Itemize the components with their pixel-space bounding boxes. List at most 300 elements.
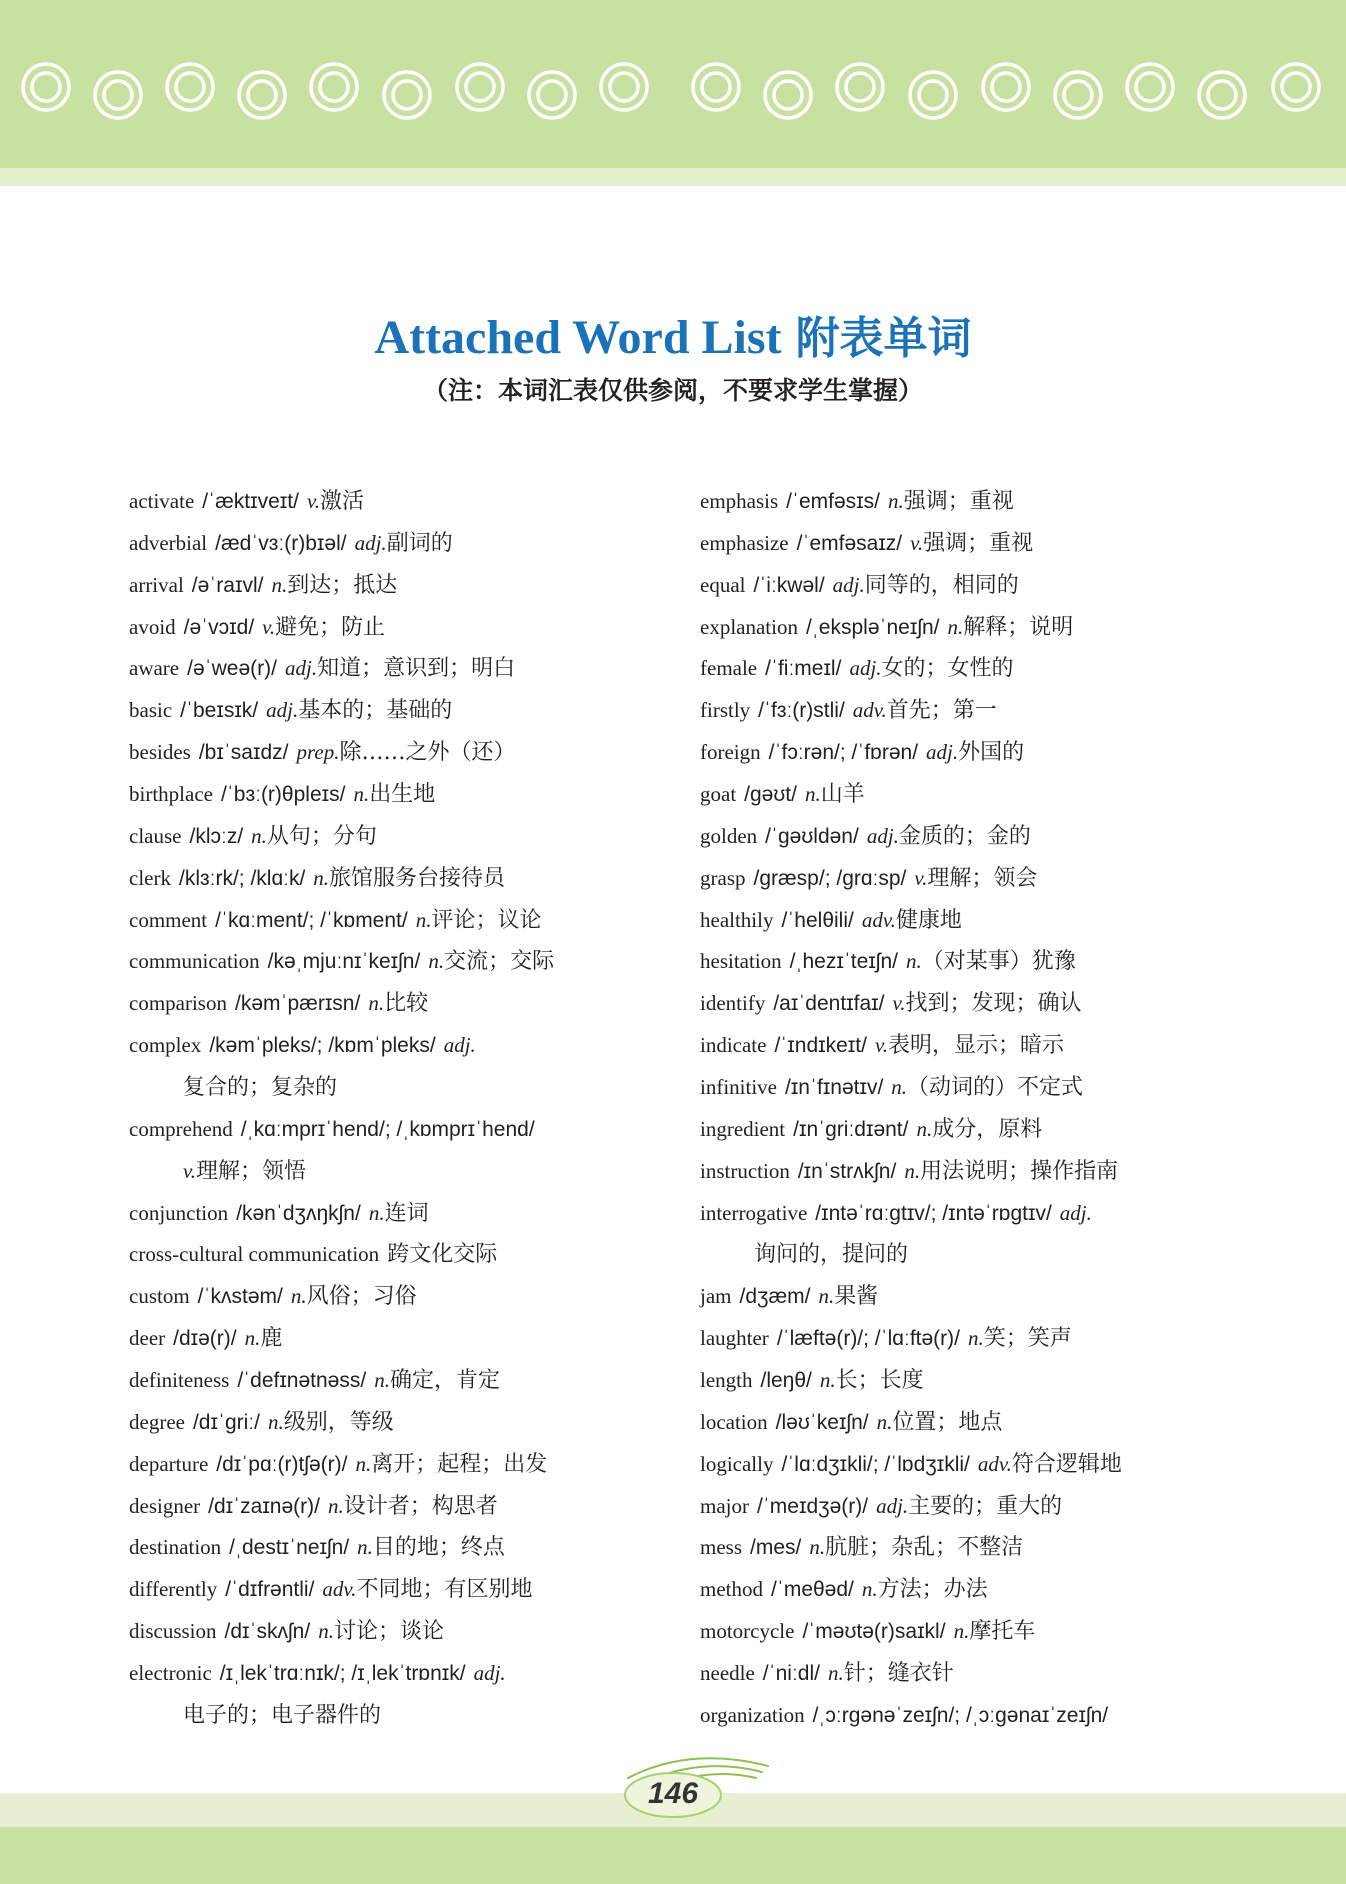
entry-meaning: 知道；意识到；明白 — [317, 656, 516, 682]
entry-meaning: 符合逻辑地 — [1011, 1451, 1122, 1477]
entry-phonetic: /ɪˌlekˈtrɑːnɪk/; /ɪˌlekˈtrɒnɪk/ — [219, 1662, 466, 1686]
entry-word: ingredient — [700, 1116, 786, 1141]
entry-phonetic: /kənˈdʒʌŋkʃn/ — [236, 1201, 361, 1225]
entry-word: complex — [129, 1033, 202, 1058]
entry-part-of-speech: adj. — [473, 1661, 506, 1686]
ring-ornament — [983, 64, 1029, 110]
entry-part-of-speech: v. — [914, 865, 928, 890]
word-entry — [129, 858, 694, 900]
word-entry — [129, 1193, 694, 1235]
entry-word: deer — [129, 1326, 166, 1351]
entry-meaning: 强调；重视 — [903, 489, 1014, 514]
entry-meaning: 强调；重视 — [923, 530, 1034, 556]
entry-meaning: 激活 — [319, 489, 364, 514]
entry-meaning: 级别，等级 — [283, 1409, 394, 1435]
entry-meaning: 健康地 — [895, 907, 962, 933]
word-entry — [129, 523, 694, 565]
page-subtitle-note: （注：本词汇表仅供参阅，不要求学生掌握） — [422, 376, 923, 405]
word-entry — [700, 1527, 1320, 1569]
ring-ornament — [311, 64, 357, 110]
page-title-chinese: 附表单词 — [795, 313, 972, 364]
entry-word: emphasize — [700, 530, 789, 555]
entry-phonetic: /ɪnˈstrʌkʃn/ — [797, 1159, 897, 1183]
entry-phonetic: /ˈbeɪsɪk/ — [180, 699, 259, 723]
entry-part-of-speech: n. — [876, 1409, 893, 1434]
entry-part-of-speech: n. — [267, 1409, 284, 1434]
entry-part-of-speech: v. — [892, 991, 906, 1016]
entry-part-of-speech: n. — [905, 949, 922, 974]
entry-part-of-speech: adj. — [443, 1033, 476, 1058]
entry-part-of-speech: adj. — [1059, 1200, 1092, 1225]
entry-meaning: 同等的，相同的 — [864, 572, 1019, 598]
entry-part-of-speech: v. — [262, 614, 276, 639]
entry-phonetic: /kəˌmjuːnɪˈkeɪʃn/ — [267, 950, 421, 974]
entry-word: indicate — [700, 1033, 767, 1058]
entry-word: organization — [700, 1702, 805, 1727]
word-entry — [700, 1360, 1320, 1402]
word-entry — [129, 648, 694, 690]
entry-part-of-speech: v. — [874, 1033, 888, 1058]
entry-word: laughter — [700, 1326, 769, 1351]
entry-meaning: 位置；地点 — [892, 1409, 1003, 1435]
entry-meaning: 电子的；电子器件的 — [183, 1702, 382, 1728]
entry-phonetic: /ædˈvɜː(r)bɪəl/ — [215, 531, 347, 555]
word-entry — [129, 607, 694, 649]
entry-meaning: 到达；抵达 — [287, 572, 398, 598]
entry-meaning: 询问的，提问的 — [754, 1242, 909, 1268]
word-entry-continuation — [129, 1695, 694, 1737]
entry-phonetic: /leŋθ/ — [760, 1369, 812, 1393]
entry-part-of-speech: n. — [904, 1158, 921, 1183]
entry-word: female — [700, 656, 758, 681]
word-entry — [700, 1318, 1320, 1360]
word-entry — [700, 648, 1320, 690]
entry-phonetic: /ˈkʌstəm/ — [197, 1285, 283, 1309]
entry-word: communication — [129, 949, 260, 974]
entry-part-of-speech: n. — [353, 782, 370, 807]
entry-meaning: 基本的；基础的 — [298, 698, 453, 724]
ring-ornament — [910, 72, 956, 118]
entry-phonetic: /ˈfɜː(r)stli/ — [758, 699, 845, 723]
word-entry-continuation — [129, 1151, 694, 1193]
entry-meaning: 首先；第一 — [886, 698, 997, 724]
word-entry — [129, 1486, 694, 1528]
entry-phonetic: /dɪˈpɑː(r)tʃə(r)/ — [216, 1452, 348, 1476]
word-entry — [700, 732, 1320, 774]
entry-part-of-speech: n. — [861, 1577, 878, 1602]
entry-part-of-speech: n. — [428, 949, 445, 974]
entry-part-of-speech: n. — [368, 1200, 385, 1225]
ring-ornament — [23, 64, 69, 110]
entry-phonetic: /ˈmeθəd/ — [771, 1578, 854, 1602]
entry-word: definiteness — [129, 1368, 230, 1393]
entry-word: differently — [129, 1577, 218, 1602]
ring-ornament — [384, 72, 430, 118]
entry-part-of-speech: adj. — [876, 1493, 909, 1518]
entry-phonetic: /əˈweə(r)/ — [187, 657, 277, 681]
entry-meaning: 讨论；谈论 — [333, 1619, 444, 1645]
entry-meaning: （动词的）不定式 — [907, 1075, 1084, 1101]
entry-word: explanation — [700, 614, 798, 639]
word-entry — [129, 1025, 694, 1067]
entry-part-of-speech: n. — [953, 1619, 970, 1644]
entry-meaning: 表明，显示；暗示 — [887, 1033, 1064, 1059]
entry-meaning: 连词 — [384, 1200, 429, 1226]
entry-meaning: 理解；领悟 — [196, 1158, 307, 1184]
word-entry — [700, 690, 1320, 732]
entry-phonetic: /klɜːrk/; /klɑːk/ — [178, 866, 306, 890]
entry-word: needle — [700, 1661, 755, 1686]
entry-word: motorcycle — [700, 1619, 795, 1644]
word-entry — [700, 1402, 1320, 1444]
entry-word: comprehend — [129, 1116, 233, 1141]
footer-band — [0, 1827, 1346, 1884]
entry-meaning: 女的；女性的 — [881, 656, 1014, 682]
entry-meaning: 离开；起程；出发 — [371, 1451, 548, 1477]
entry-word: major — [700, 1493, 749, 1518]
entry-phonetic: /ˈniːdl/ — [762, 1662, 820, 1686]
word-entry — [129, 1109, 694, 1151]
word-entry — [700, 1109, 1320, 1151]
entry-part-of-speech: v. — [910, 530, 924, 555]
entry-phonetic: /ˌekspləˈneɪʃn/ — [805, 615, 940, 639]
entry-part-of-speech: n. — [809, 1535, 826, 1560]
ring-ornament — [529, 72, 575, 118]
entry-word: comment — [129, 907, 208, 932]
word-entry — [700, 1444, 1320, 1486]
entry-meaning: 不同地；有区别地 — [356, 1577, 533, 1603]
word-entry — [700, 523, 1320, 565]
word-entry — [700, 1486, 1320, 1528]
entry-meaning: 风俗；习俗 — [306, 1284, 417, 1310]
entry-part-of-speech: n. — [355, 1451, 372, 1476]
entry-part-of-speech: n. — [271, 572, 288, 597]
entry-meaning: 成分，原料 — [932, 1116, 1043, 1142]
word-entry — [700, 1151, 1320, 1193]
entry-word: golden — [700, 823, 758, 848]
entry-phonetic: /ɡræsp/; /ɡrɑːsp/ — [753, 866, 907, 890]
word-entry — [700, 1193, 1320, 1235]
word-entry — [129, 690, 694, 732]
entry-word: firstly — [700, 698, 751, 723]
entry-meaning: 主要的；重大的 — [908, 1493, 1063, 1519]
entry-phonetic: /ləʊˈkeɪʃn/ — [775, 1410, 869, 1434]
word-entry — [700, 565, 1320, 607]
entry-word: goat — [700, 782, 737, 807]
entry-word: cross-cultural communication — [129, 1242, 380, 1267]
entry-phonetic: /ɪnˈfɪnətɪv/ — [785, 1076, 884, 1100]
word-entry — [129, 1234, 694, 1276]
ring-ornament — [1273, 64, 1319, 110]
word-entry — [129, 1569, 694, 1611]
entry-phonetic: /ˈɡəʊldən/ — [765, 824, 859, 848]
entry-meaning: 鹿 — [260, 1326, 283, 1352]
entry-word: logically — [700, 1451, 774, 1476]
ring-ornament — [765, 72, 811, 118]
entry-phonetic: /ˌhezɪˈteɪʃn/ — [789, 950, 898, 974]
entry-meaning: 外国的 — [958, 740, 1025, 766]
entry-word: instruction — [700, 1158, 790, 1183]
word-entry — [700, 774, 1320, 816]
entry-part-of-speech: adj. — [926, 740, 959, 765]
word-entry — [129, 941, 694, 983]
ring-ornament-row — [0, 0, 1346, 186]
entry-phonetic: /ˈlæftə(r)/; /ˈlɑːftə(r)/ — [776, 1327, 960, 1351]
entry-word: healthily — [700, 907, 774, 932]
entry-part-of-speech: v. — [306, 489, 320, 513]
entry-part-of-speech: n. — [887, 489, 904, 513]
entry-part-of-speech: n. — [327, 1493, 344, 1518]
word-entry — [129, 1527, 694, 1569]
entry-meaning: 理解；领会 — [927, 865, 1038, 891]
entry-phonetic: /ˈæktɪveɪt/ — [202, 490, 299, 513]
entry-phonetic: /ˈkɑːment/; /ˈkɒment/ — [215, 908, 408, 932]
entry-word: method — [700, 1577, 763, 1602]
word-entry — [129, 1360, 694, 1402]
entry-part-of-speech: n. — [827, 1661, 844, 1686]
word-entry — [700, 607, 1320, 649]
entry-word: avoid — [129, 614, 176, 639]
entry-phonetic: /klɔːz/ — [189, 824, 244, 848]
entry-word: length — [700, 1368, 753, 1393]
word-entry — [700, 1025, 1320, 1067]
entry-meaning: 金质的；金的 — [898, 823, 1031, 849]
word-entry — [129, 816, 694, 858]
entry-word: identify — [700, 991, 766, 1016]
word-entry — [129, 1611, 694, 1653]
word-entry — [700, 900, 1320, 942]
entry-part-of-speech: n. — [891, 1075, 908, 1100]
word-entry — [700, 858, 1320, 900]
entry-phonetic: /dɪˈzaɪnə(r)/ — [208, 1494, 320, 1518]
word-list-right-column — [700, 481, 1320, 1737]
entry-word: location — [700, 1409, 768, 1434]
word-entry — [129, 1402, 694, 1444]
word-entry — [129, 983, 694, 1025]
ring-ornament — [1127, 64, 1173, 110]
ring-ornament — [457, 64, 503, 110]
entry-phonetic: /kəmˈpærɪsn/ — [234, 992, 361, 1016]
entry-phonetic: /ɡəʊt/ — [744, 783, 797, 807]
word-entry — [700, 941, 1320, 983]
entry-part-of-speech: adj. — [266, 698, 299, 723]
entry-part-of-speech: adj. — [866, 823, 899, 848]
ring-ornament — [837, 64, 883, 110]
word-entry — [129, 1318, 694, 1360]
entry-part-of-speech: n. — [318, 1619, 334, 1644]
entry-phonetic: /kəmˈpleks/; /kɒmˈpleks/ — [209, 1034, 436, 1058]
entry-meaning: 针；缝衣针 — [843, 1661, 954, 1687]
entry-meaning: 旅馆服务台接待员 — [329, 865, 506, 891]
ring-ornament — [601, 64, 647, 110]
entry-meaning: 除……之外（还） — [339, 740, 516, 766]
entry-word: birthplace — [129, 782, 213, 807]
entry-phonetic: /dɪˈskʌʃn/ — [224, 1620, 311, 1644]
word-entry — [700, 1067, 1320, 1109]
entry-phonetic: /ˈiːkwəl/ — [753, 573, 825, 597]
ring-ornament — [167, 64, 213, 110]
entry-word: adverbial — [129, 530, 208, 555]
entry-part-of-speech: adv. — [861, 907, 896, 932]
entry-word: clause — [129, 823, 182, 848]
entry-word: foreign — [700, 740, 761, 765]
entry-meaning: 山羊 — [820, 782, 865, 808]
entry-phonetic: /bɪˈsaɪdz/ — [198, 741, 289, 765]
word-entry — [129, 481, 694, 523]
entry-part-of-speech: adv. — [852, 698, 887, 723]
entry-phonetic: /dɪˈɡriː/ — [192, 1410, 260, 1434]
entry-meaning: 比较 — [384, 991, 429, 1017]
entry-word: destination — [129, 1535, 222, 1560]
entry-meaning: 长；长度 — [835, 1368, 924, 1394]
entry-phonetic: /ɪnˈɡriːdɪənt/ — [793, 1117, 909, 1141]
entry-part-of-speech: n. — [357, 1535, 373, 1560]
entry-part-of-speech: n. — [415, 907, 432, 932]
word-entry — [700, 816, 1320, 858]
entry-meaning: 方法；办法 — [877, 1577, 988, 1603]
entry-part-of-speech: adj. — [832, 572, 865, 597]
ring-ornament — [1199, 72, 1245, 118]
entry-phonetic: /ˈdefɪnətnəss/ — [237, 1369, 367, 1393]
entry-phonetic: /dɪə(r)/ — [173, 1327, 237, 1351]
page-title-english: Attached Word List — [374, 311, 782, 364]
entry-word: hesitation — [700, 949, 782, 974]
entry-word: activate — [129, 489, 195, 513]
word-entry — [129, 565, 694, 607]
entry-phonetic: /ˌdestɪˈneɪʃn/ — [229, 1536, 350, 1560]
entry-part-of-speech: adj. — [354, 530, 387, 555]
entry-part-of-speech: n. — [244, 1326, 261, 1351]
entry-phonetic: /ˌkɑːmprɪˈhend/; /ˌkɒmprɪˈhend/ — [240, 1117, 535, 1141]
entry-phonetic: /əˈraɪvl/ — [191, 573, 264, 597]
entry-meaning: 避免；防止 — [275, 614, 386, 640]
word-entry — [700, 1695, 1320, 1737]
word-entry — [129, 1653, 694, 1695]
entry-meaning: 笑；笑声 — [983, 1326, 1072, 1352]
entry-meaning: 确定，肯定 — [389, 1368, 500, 1394]
entry-phonetic: /ˈdɪfrəntli/ — [225, 1578, 315, 1602]
word-entry — [700, 481, 1320, 523]
entry-phonetic: /aɪˈdentɪfaɪ/ — [773, 992, 885, 1016]
word-entry — [700, 1276, 1320, 1318]
entry-part-of-speech: n. — [313, 865, 330, 890]
entry-phonetic: /əˈvɔɪd/ — [183, 615, 255, 639]
entry-meaning: 从句；分句 — [266, 823, 377, 849]
word-entry — [129, 732, 694, 774]
entry-part-of-speech: prep. — [296, 740, 340, 765]
entry-meaning: 交流；交际 — [444, 949, 555, 975]
entry-word: grasp — [700, 865, 746, 890]
entry-meaning: 用法说明；操作指南 — [920, 1158, 1119, 1184]
entry-phonetic: /dʒæm/ — [739, 1285, 811, 1309]
entry-part-of-speech: n. — [947, 614, 964, 639]
entry-phonetic: /ˈlɑːdʒɪkli/; /ˈlɒdʒɪkli/ — [781, 1452, 970, 1476]
entry-meaning: 评论；议论 — [431, 907, 542, 933]
word-entry — [129, 774, 694, 816]
entry-part-of-speech: n. — [916, 1116, 933, 1141]
entry-part-of-speech: n. — [290, 1284, 307, 1309]
entry-phonetic: /ˈfiːmeɪl/ — [765, 657, 842, 681]
entry-meaning: （对某事）犹豫 — [921, 949, 1076, 975]
entry-word: clerk — [129, 865, 171, 890]
entry-part-of-speech: adv. — [977, 1451, 1012, 1476]
entry-meaning: 出生地 — [369, 782, 436, 808]
entry-meaning: 摩托车 — [969, 1619, 1036, 1645]
ring-ornament — [1055, 72, 1101, 118]
ring-ornament — [693, 64, 739, 110]
entry-part-of-speech: n. — [374, 1368, 390, 1393]
entry-meaning: 果酱 — [834, 1284, 879, 1310]
entry-part-of-speech: adv. — [322, 1577, 357, 1602]
entry-phonetic: /ˈemfəsaɪz/ — [796, 531, 903, 555]
entry-word: degree — [129, 1409, 185, 1434]
word-entry-continuation — [129, 1067, 694, 1109]
entry-word: emphasis — [700, 489, 779, 513]
entry-meaning: 复合的；复杂的 — [183, 1075, 338, 1101]
entry-phonetic: /mes/ — [750, 1536, 802, 1560]
entry-meaning: 肮脏；杂乱；不整洁 — [825, 1535, 1024, 1561]
entry-part-of-speech: n. — [251, 823, 267, 848]
entry-word: aware — [129, 656, 180, 681]
word-entry — [700, 1653, 1320, 1695]
entry-word: infinitive — [700, 1075, 777, 1100]
entry-part-of-speech: adj. — [284, 656, 318, 681]
entry-word: arrival — [129, 572, 184, 597]
entry-meaning: 设计者；构思者 — [343, 1493, 498, 1519]
word-entry — [700, 983, 1320, 1025]
entry-phonetic: /ˈbɜː(r)θpleɪs/ — [220, 783, 346, 807]
ring-ornament — [239, 72, 285, 118]
entry-meaning: 跨文化交际 — [387, 1242, 498, 1268]
entry-word: interrogative — [700, 1200, 808, 1225]
entry-word: equal — [700, 572, 746, 597]
entry-phonetic: /ˈɪndɪkeɪt/ — [774, 1034, 867, 1058]
word-list-left-column — [129, 481, 694, 1737]
word-entry — [700, 1611, 1320, 1653]
page-title — [0, 306, 1346, 371]
entry-part-of-speech: n. — [368, 991, 385, 1016]
entry-part-of-speech: n. — [819, 1368, 836, 1393]
entry-word: mess — [700, 1535, 742, 1560]
word-entry — [129, 1276, 694, 1318]
entry-meaning: 目的地；终点 — [372, 1535, 505, 1561]
entry-word: comparison — [129, 991, 227, 1016]
entry-word: electronic — [129, 1661, 212, 1686]
word-entry — [700, 1569, 1320, 1611]
entry-word: jam — [700, 1284, 732, 1309]
entry-phonetic: /ˈfɔːrən/; /ˈfɒrən/ — [768, 741, 919, 765]
entry-word: besides — [129, 740, 191, 765]
entry-word: discussion — [129, 1619, 217, 1644]
entry-meaning: 副词的 — [386, 530, 453, 556]
word-entry-continuation — [700, 1234, 1320, 1276]
entry-part-of-speech: v. — [183, 1158, 197, 1183]
word-entry — [129, 1444, 694, 1486]
entry-part-of-speech: n. — [818, 1284, 835, 1309]
ring-ornament — [95, 72, 141, 118]
entry-phonetic: /ˈmeɪdʒə(r)/ — [756, 1494, 869, 1518]
entry-word: designer — [129, 1493, 201, 1518]
entry-part-of-speech: n. — [967, 1326, 984, 1351]
entry-phonetic: /ˈməʊtə(r)saɪkl/ — [802, 1620, 946, 1644]
entry-meaning: 解释；说明 — [963, 614, 1074, 640]
entry-word: departure — [129, 1451, 209, 1476]
entry-phonetic: /ˈemfəsɪs/ — [786, 490, 880, 513]
entry-word: custom — [129, 1284, 190, 1309]
entry-part-of-speech: adj. — [849, 656, 882, 681]
entry-part-of-speech: n. — [804, 782, 821, 807]
word-entry — [129, 900, 694, 942]
